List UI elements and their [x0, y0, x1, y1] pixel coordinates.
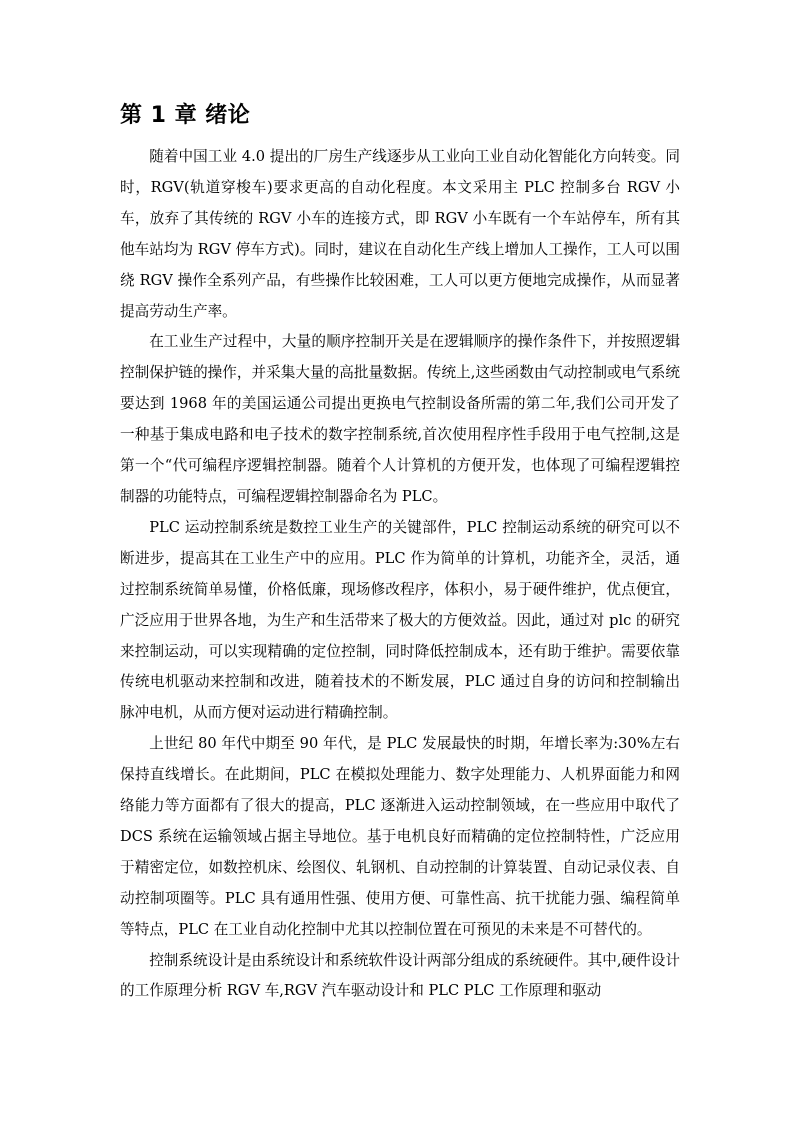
paragraph: PLC 运动控制系统是数控工业生产的关键部件，PLC 控制运动系统的研究可以不断进步，提高其在工业生产中的应用。PLC 作为简单的计算机，功能齐全，灵活，通过控制系统简单易懂，价格低廉，现场修改程序，体积小，易于硬件维护，优点便宜，广泛应用于世界各地，为生产和生活带来了极大的方便效益。因此，通过对 plc 的研究来控制运动，可以实现精确的定位控制，同时降低控制成本，还有助于维护。需要依靠传统电机驱动来控制和改进，随着技术的不断发展，PLC 通过自身的访问和控制输出脉冲电机，从而方便对运动进行精确控制。 [120, 518, 680, 722]
paragraph: 随着中国工业 4.0 提出的厂房生产线逐步从工业向工业自动化智能化方向转变。同时，RGV(轨道穿梭车)要求更高的自动化程度。本文采用主 PLC 控制多台 RGV 小车，放弃了其传统的 RGV 小车的连接方式，即 RGV 小车既有一个车站停车，所有其他车站均为 RGV 停车方式)。同时，建议在自动化生产线上增加人工操作，工人可以围绕 RGV 操作全系列产品，有些操作比较困难，工人可以更方便地完成操作，从而显著提高劳动生产率。 [120, 148, 680, 320]
paragraph: 控制系统设计是由系统设计和系统软件设计两部分组成的系统硬件。其中,硬件设计的工作原理分析 RGV 车,RGV 汽车驱动设计和 PLC PLC 工作原理和驱动 [120, 951, 680, 1000]
chapter-body [120, 142, 680, 1007]
paragraph: 在工业生产过程中，大量的顺序控制开关是在逻辑顺序的操作条件下，并按照逻辑控制保护链的操作，并采集大量的高批量数据。传统上,这些函数由气动控制或电气系统要达到 1968 年的美国运通公司提出更换电气控制设备所需的第二年,我们公司开发了一种基于集成电路和电子技术的数字控制系统,首次使用程序性手段用于电气控制,这是第一个“代可编程序逻辑控制器。随着个人计算机的方便开发，也体现了可编程逻辑控制器的功能特点，可编程逻辑控制器命名为 PLC。 [120, 333, 680, 505]
chapter-title: 第 1 章 绪论 [120, 103, 251, 128]
paragraph: 上世纪 80 年代中期至 90 年代，是 PLC 发展最快的时期，年增长率为:30%左右保持直线增长。在此期间，PLC 在模拟处理能力、数字处理能力、人机界面能力和网络能力等方面都有了很大的提高，PLC 逐渐进入运动控制领域，在一些应用中取代了 DCS 系统在运输领域占据主导地位。基于电机良好而精确的定位控制特性，广泛应用于精密定位，如数控机床、绘图仪、轧钢机、自动控制的计算装置、自动记录仪表、自动控制项圈等。PLC 具有通用性强、使用方便、可靠性高、抗干扰能力强、编程简单等特点，PLC 在工业自动化控制中尤其以控制位置在可预见的未来是不可替代的。 [120, 735, 680, 938]
